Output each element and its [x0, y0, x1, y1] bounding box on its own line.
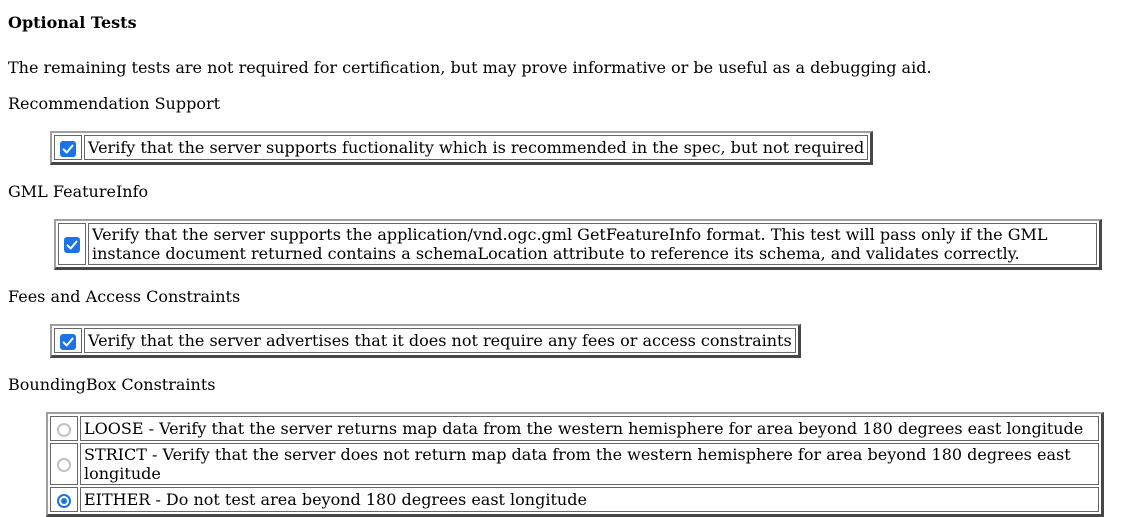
table-row	[58, 223, 1097, 265]
checkmark-icon	[60, 141, 76, 157]
checkbox-fees[interactable]	[60, 334, 76, 350]
table-row	[50, 487, 1099, 512]
radio-label: STRICT - Verify that the server does not return map data from the western hemisphere for area beyond 180 degrees east longitude	[80, 443, 1099, 485]
table-row	[54, 135, 868, 160]
checkbox-cell	[54, 328, 82, 353]
radio-strict[interactable]	[57, 458, 71, 472]
checkbox-label: Verify that the server advertises that it does not require any fees or access constraints	[84, 328, 796, 353]
radio-label: LOOSE - Verify that the server returns map data from the western hemisphere for area beyond 180 degrees east longitude	[80, 416, 1099, 441]
section-label-fees-access-constraints: Fees and Access Constraints	[8, 287, 241, 306]
fees-access-constraints-table	[50, 324, 801, 358]
radio-either[interactable]	[57, 494, 71, 508]
radio-cell	[50, 416, 78, 441]
boundingbox-constraints-table	[46, 412, 1104, 517]
intro-text: The remaining tests are not required for certification, but may prove informative or be useful as a debugging aid.	[8, 58, 932, 77]
table-row	[50, 416, 1099, 441]
section-label-gml-featureinfo: GML FeatureInfo	[8, 182, 149, 201]
checkbox-label: Verify that the server supports fuctionality which is recommended in the spec, but not required	[84, 135, 868, 160]
radio-cell	[50, 443, 78, 485]
section-label-recommendation-support: Recommendation Support	[8, 94, 221, 113]
table-row	[50, 443, 1099, 485]
checkmark-icon	[64, 237, 80, 253]
checkbox-cell	[54, 135, 82, 160]
page-title: Optional Tests	[8, 13, 137, 32]
recommendation-support-table	[50, 131, 873, 165]
checkbox-recommendation[interactable]	[60, 141, 76, 157]
checkbox-gml-featureinfo[interactable]	[64, 237, 80, 253]
radio-loose[interactable]	[57, 423, 71, 437]
checkbox-cell	[58, 223, 86, 265]
checkbox-label: Verify that the server supports the application/vnd.ogc.gml GetFeatureInfo format. This test will pass only if the GML instance document returned contains a schemaLocation attribute to reference its schema, and validates correctly.	[88, 223, 1097, 265]
checkmark-icon	[60, 334, 76, 350]
radio-label: EITHER - Do not test area beyond 180 degrees east longitude	[80, 487, 1099, 512]
radio-cell	[50, 487, 78, 512]
gml-featureinfo-table	[54, 219, 1102, 270]
table-row	[54, 328, 796, 353]
section-label-boundingbox-constraints: BoundingBox Constraints	[8, 375, 216, 394]
